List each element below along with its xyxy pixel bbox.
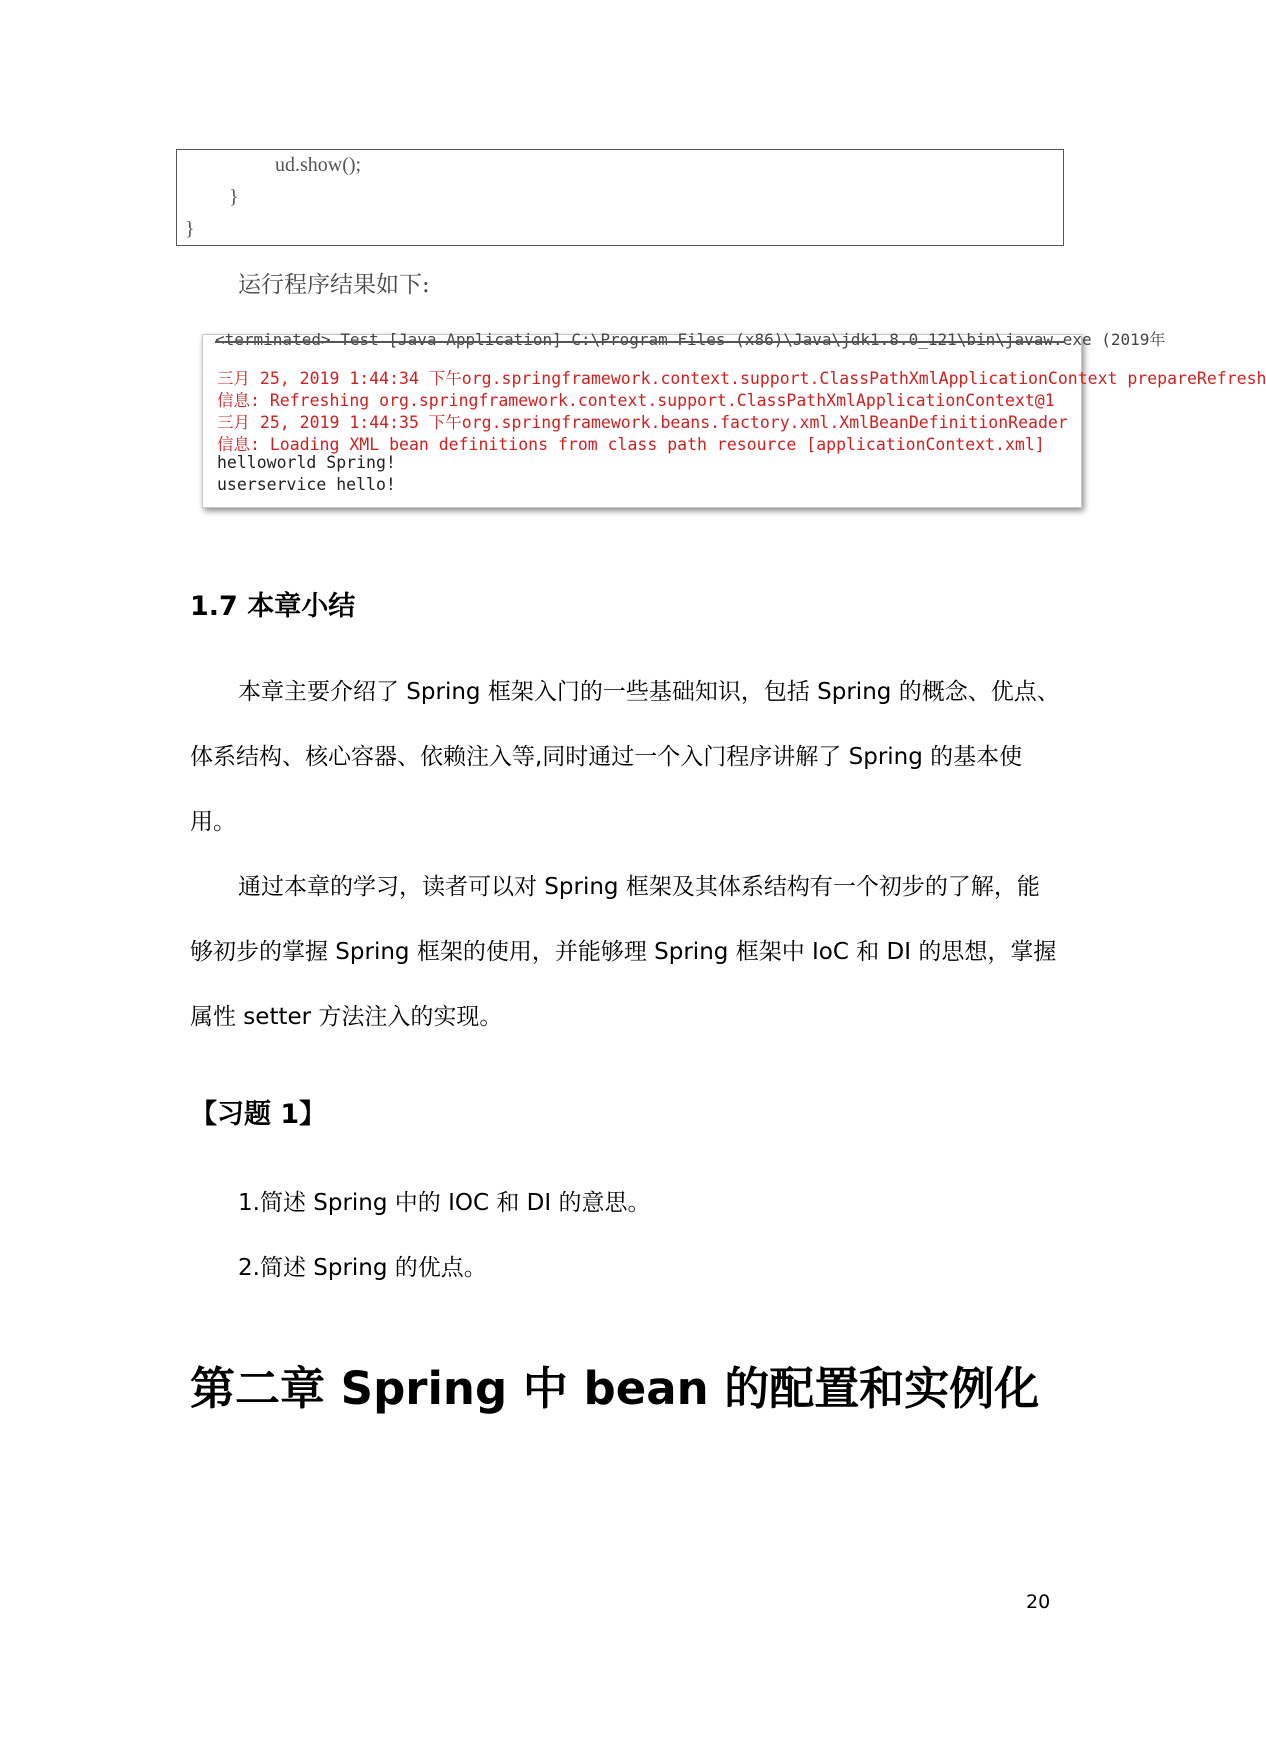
exercises-title: 【习题 1】 [190, 1099, 327, 1130]
summary-paragraph-text: 本章主要介绍了 Spring 框架入门的一些基础知识，包括 Spring 的概念、优点、体系结构、核心容器、依赖注入等,同时通过一个入门程序讲解了 Spring 的基本使用。 [190, 679, 1060, 835]
console-line: 信息: Loading XML bean definitions from class path resource [applicationContext.xml] [217, 435, 1045, 454]
console-line: userservice hello! [217, 475, 396, 494]
intro-text: 运行程序结果如下: [238, 272, 430, 298]
console-header: <terminated> Test [Java Application] C:\Program Files (x86)\Java\jdk1.8.0_121\bin\javaw.exe (2019年 [215, 327, 1065, 350]
code-line: } [229, 186, 239, 208]
console-screenshot [202, 330, 1266, 508]
console-line: helloworld Spring! [217, 453, 396, 472]
page-number: 20 [1026, 1591, 1051, 1613]
section-heading: 1.7 本章小结 [190, 591, 356, 622]
summary-paragraph-text: 通过本章的学习，读者可以对 Spring 框架及其体系结构有一个初步的了解，能够初步的掌握 Spring 框架的使用，并能够理 Spring 框架中 IoC 和 DI 的思想，掌握属性 setter 方法注入的实现。 [190, 874, 1057, 1030]
exercise-item: 2.简述 Spring 的优点。 [238, 1255, 487, 1281]
console-line: 三月 25, 2019 1:44:34 下午org.springframework.context.support.ClassPathXmlApplicationContext prepareRefresh [217, 369, 1266, 388]
console-line: 信息: Refreshing org.springframework.context.support.ClassPathXmlApplicationContext@1 [217, 391, 1055, 410]
exercise-item: 1.简述 Spring 中的 IOC 和 DI 的意思。 [238, 1190, 651, 1216]
code-line: ud.show(); [275, 154, 362, 176]
console-line: 三月 25, 2019 1:44:35 下午org.springframework.beans.factory.xml.XmlBeanDefinitionReader [217, 413, 1068, 432]
code-line: } [185, 218, 195, 240]
summary-paragraph [190, 660, 1060, 855]
code-block [176, 149, 1064, 246]
summary-paragraph [190, 855, 1060, 1050]
chapter-title: 第二章 Spring 中 bean 的配置和实例化 [190, 1362, 1040, 1415]
